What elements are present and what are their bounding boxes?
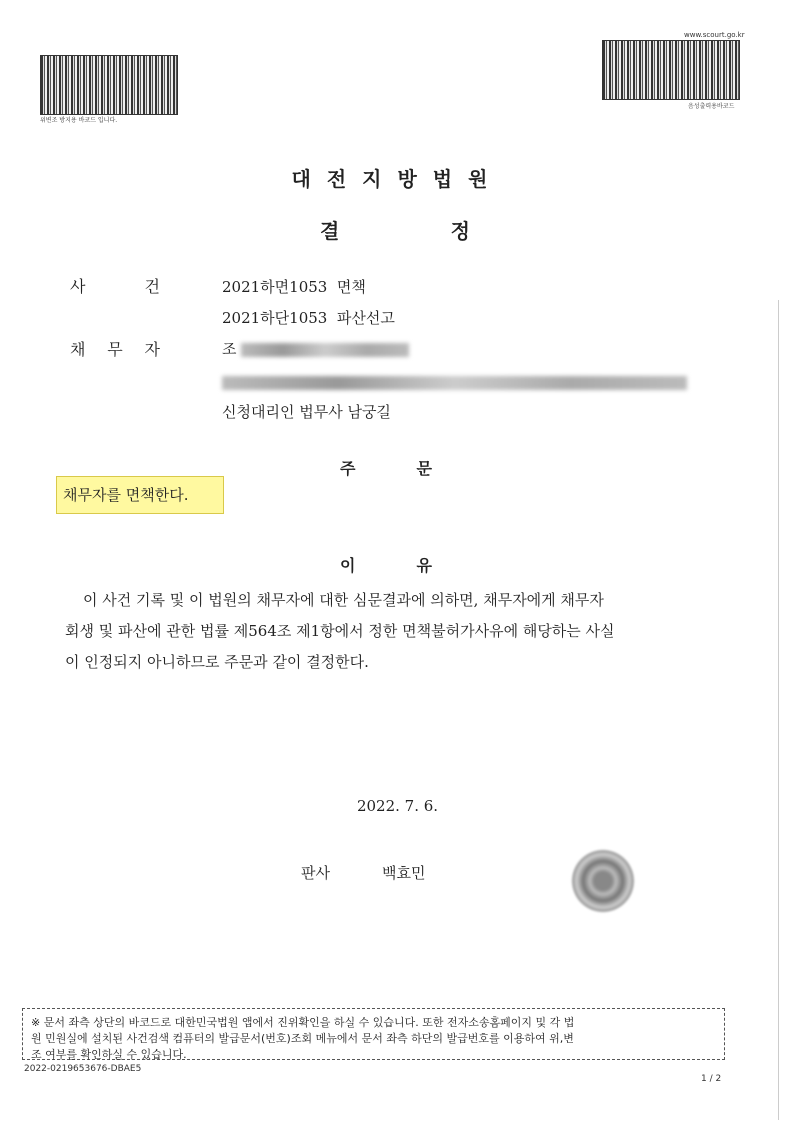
court-url: www.scourt.go.kr: [684, 31, 745, 39]
court-seal: [572, 850, 634, 912]
document-title-left: 결: [320, 219, 340, 243]
decision-date: 2022. 7. 6.: [356, 797, 439, 815]
document-title: [320, 215, 470, 244]
judge-name: 백효민: [382, 864, 426, 882]
notice-line: 원 민원실에 설치된 사건검색 컴퓨터의 발급문서(번호)조회 메뉴에서 문서 좌측 하단의 발급번호를 이용하여 위,변: [31, 1032, 574, 1045]
notice-line: 조 여부를 확인하실 수 있습니다.: [31, 1048, 187, 1061]
barcode-left-caption: 위변조 방지용 바코드 입니다.: [40, 117, 118, 124]
notice-line: ※ 문서 좌측 상단의 바코드로 대한민국법원 앱에서 진위확인을 하실 수 있습니다. 또한 전자소송홈페이지 및 각 법: [31, 1016, 575, 1029]
case-type: 파산선고: [336, 309, 395, 327]
case-number: 2021하면1053: [222, 278, 328, 296]
barcode-right-caption: 음성출력용바코드: [688, 103, 735, 110]
scan-edge-line: [778, 300, 779, 1120]
court-name: 대전지방법원: [291, 167, 504, 191]
document-title-right: 정: [450, 219, 470, 243]
reason-heading-char: 유: [416, 556, 432, 575]
debtor-label-char: 자: [144, 340, 160, 359]
redacted-name-blur: [241, 343, 409, 357]
judge-label: 판사: [301, 864, 330, 882]
reason-line: 이 인정되지 아니하므로 주문과 같이 결정한다.: [65, 653, 369, 671]
issue-number: 2022-0219653676-DBAE5: [24, 1064, 142, 1074]
debtor-label-char: 무: [107, 340, 123, 359]
ruling-text: 채무자를 면책한다.: [56, 476, 224, 514]
authenticity-barcode: [40, 55, 178, 115]
debtor-label: [70, 337, 160, 360]
case-label: [70, 274, 160, 297]
verification-notice: [22, 1008, 725, 1060]
reason-line: 회생 및 파산에 관한 법률 제564조 제1항에서 정한 면책불허가사유에 해당하는 사실: [65, 622, 615, 640]
reason-line: 이 사건 기록 및 이 법원의 채무자에 대한 심문결과에 의하면, 채무자에게 채무자: [83, 591, 604, 609]
case-label-char: 건: [144, 277, 160, 296]
case-number-row: [222, 307, 395, 328]
case-label-char: 사: [70, 277, 86, 296]
case-number: 2021하단1053: [222, 309, 328, 327]
debtor-name-row: [222, 338, 409, 359]
reason-heading: [340, 553, 432, 576]
redacted-address-blur: [222, 376, 687, 390]
page-number: 1 / 2: [701, 1074, 722, 1084]
reason-heading-char: 이: [340, 556, 356, 575]
ruling-heading: [340, 456, 432, 479]
ruling-heading-char: 문: [416, 459, 432, 478]
case-type: 면책: [336, 278, 366, 296]
applicant-agent: 신청대리인 법무사 남궁길: [222, 403, 391, 421]
case-number-row: [222, 276, 366, 297]
debtor-label-char: 채: [70, 340, 86, 359]
audio-barcode: [602, 40, 740, 100]
debtor-name: 조: [222, 340, 237, 358]
reason-body: [65, 585, 715, 678]
redacted-address: [222, 372, 687, 391]
ruling-heading-char: 주: [340, 459, 356, 478]
